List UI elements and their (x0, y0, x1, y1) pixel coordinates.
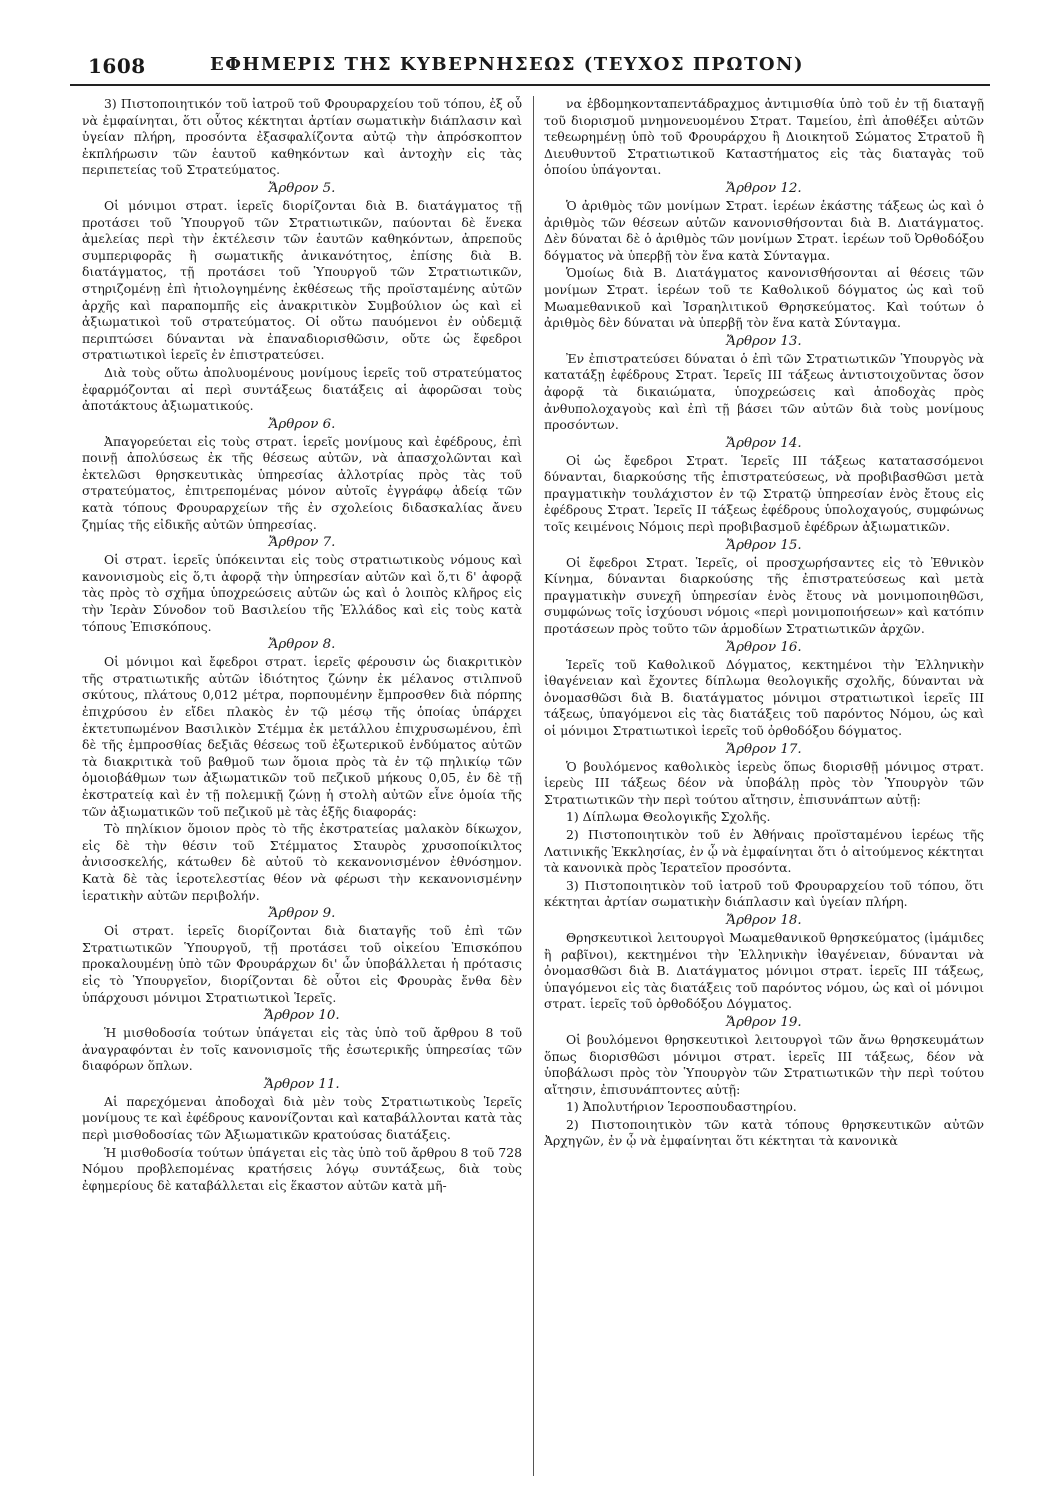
article-heading: Ἄρθρον 7. (268, 535, 336, 551)
paragraph: Τὸ πηλίκιον ὅμοιον πρὸς τὸ τῆς ἐκστρατείας μαλακὸν δίκωχον, εἰς δὲ τὴν θέσιν τοῦ Στέμματος Σταυρὸς χρυσοποίκιλτος ἀνισοσκελής, κάτωθεν δὲ αὐτοῦ τὸ κεκανονισμένον ἐθνόσημον. Κατὰ δὲ τὰς ἱεροτελεστίας θέον νὰ φέρωσι τὴν κεκανονισμένην ἱερατικὴν αὐτῶν περιβολήν. (82, 821, 522, 903)
paragraph: Θρησκευτικοὶ λειτουργοὶ Μωαμεθανικοῦ θρησκεύματος (ἰμάμιδες ἢ ραβῖνοι), κεκτημένοι τὴν Ἑλληνικὴν ἰθαγένειαν, δύνανται νὰ ὀνομασθῶσι διὰ Β. Διατάγματος μόνιμοι στρατ. ἱερεῖς ΙΙΙ τάξεως, ὑπαγόμενοι εἰς τὰς διατάξεις τοῦ παρόντος νόμου, ὡς καὶ οἱ μόνιμοι στρατ. ἱερεῖς τοῦ ὀρθοδόξου Δόγματος. (544, 929, 984, 1012)
paragraph: Ἐν ἐπιστρατεύσει δύναται ὁ ἐπὶ τῶν Στρατιωτικῶν Ὑπουργὸς νὰ κατατάξῃ ἐφέδρους Στρατ. Ἱερεῖς ΙΙΙ τάξεως ἀντιστοιχοῦντας ὅσον ἀφορᾷ τὰ δικαιώματα, ὑποχρεώσεις καὶ ἀποδοχὰς πρὸς ἀνθυπολοχαγοὺς καὶ ἐπὶ τῇ βάσει τῶν αὐτῶν διὰ τοὺς μονίμους προσόντων. (544, 350, 984, 433)
paragraph: Οἱ μόνιμοι στρατ. ἱερεῖς διορίζονται διὰ Β. διατάγματος τῇ προτάσει τοῦ Ὑπουργοῦ τῶν Στρατιωτικῶν, παύονται δὲ ἕνεκα ἀμελείας περὶ τὴν ἐκτέλεσιν τῶν ἑαυτῶν καθηκόντων, ἀπρεποῦς συμπεριφορᾶς ἢ σωματικῆς ἀνικανότητος, ἐπίσης διὰ Β. διατάγματος, τῇ προτάσει τοῦ Ὑπουργοῦ τῶν Στρατιωτικῶν, στηριζομένῃ ἐπὶ ἠτιολογημένης ἐκθέσεως τῆς προϊσταμένης αὐτῶν ἀρχῆς καὶ παραπομπῆς εἰς ἀνακριτικὸν Συμβούλιον ὡς καὶ εἰ ἀξιωματικοὶ τοῦ στρατεύματος. Οἱ οὕτω παυόμενοι ἐν οὐδεμιᾷ περιπτώσει δύνανται νὰ ἐπαναδιορισθῶσιν, οὔτε ὡς ἔφεδροι στρατιωτικοὶ ἱερεῖς ἐν ἐπιστρατεύσει. (82, 197, 522, 363)
paragraph: Οἱ ἔφεδροι Στρατ. Ἱερεῖς, οἱ προσχωρήσαντες εἰς τὸ Ἐθνικὸν Κίνημα, δύνανται διαρκούσης τῆς ἐπιστρατεύσεως καὶ μετὰ πραγματικὴν συνεχῆ ὑπηρεσίαν ἑνὸς ἔτους νὰ μονιμοποιηθῶσι, συμφώνως τοῖς ἰσχύουσι νόμοις «περὶ μονιμοποιήσεων» καὶ κατόπιν προτάσεων πρὸς τοῦτο τῶν ἁρμοδίων Στρατιωτικῶν ἀρχῶν. (544, 554, 984, 637)
article-heading: Ἄρθρον 5. (268, 180, 336, 196)
article-heading: Ἄρθρον 6. (268, 416, 336, 432)
paragraph: Ἱερεῖς τοῦ Καθολικοῦ Δόγματος, κεκτημένοι τὴν Ἑλληνικὴν ἰθαγένειαν καὶ ἔχοντες δίπλωμα θεολογικῆς σχολῆς, δύνανται νὰ ὀνομασθῶσι διὰ Β. διατάγματος μόνιμοι στρατιωτικοὶ ἱερεῖς ΙΙΙ τάξεως, ὑπαγόμενοι εἰς τὰς διατάξεις τοῦ παρόντος Νόμου, ὡς καὶ οἱ μόνιμοι Στρατιωτικοὶ ἱερεῖς τοῦ ὀρθοδόξου δόγματος. (544, 656, 984, 738)
paragraph: να ἑβδομηκονταπεντάδραχμος ἀντιμισθία ὑπὸ τοῦ ἐν τῇ διαταγῇ τοῦ διορισμοῦ μνημονευομένου Στρατ. Ταμείου, ἐπὶ ἀποθέξει αὐτῶν τεθεωρημένῃ ὑπὸ τοῦ Φρουράρχου ἢ Διοικητοῦ Σώματος Στρατοῦ ἢ Διευθυντοῦ Στρατιωτικοῦ Καταστήματος εἰς τὰς διαταγὰς τοῦ ὁποίου ὑπάγονται. (544, 96, 984, 178)
paragraph: Οἱ βουλόμενοι θρησκευτικοὶ λειτουργοὶ τῶν ἄνω θρησκευμάτων ὅπως διορισθῶσι μόνιμοι στρατ. ἱερεῖς ΙΙΙ τάξεως, δέον νὰ ὑποβάλωσι πρὸς τὸν Ὑπουργὸν τῶν Στρατιωτικῶν τὴν περὶ τούτου αἴτησιν, ἐπισυνάπτοντες αὐτῇ: (544, 1031, 984, 1097)
article-heading: Ἄρθρον 18. (726, 912, 802, 928)
paragraph: 1) Ἀπολυτήριον Ἱεροσπουδαστηρίου. (566, 1099, 797, 1115)
article-heading: Ἄρθρον 16. (726, 639, 802, 655)
paragraph: Οἱ μόνιμοι καὶ ἔφεδροι στρατ. ἱερεῖς φέρουσιν ὡς διακριτικὸν τῆς στρατιωτικῆς αὐτῶν ἰδιότητος ζώνην ἐκ μέλανος στιλπνοῦ σκύτους, πλάτους 0,012 μέτρα, πορπουμένην ἔμπροσθεν διὰ πόρπης ἐπιχρύσου ἐν εἴδει πλακὸς ἐν τῷ μέσῳ τῆς ὁποίας ὑπάρχει ἐκτετυπωμένον Βασιλικὸν Στέμμα ἐκ μετάλλου ἐπιχρυσωμένου, ἐπὶ δὲ τῆς ἐμπροσθίας δεξιᾶς θέσεως τοῦ ἐξωτερικοῦ ἐνδύματος αὐτῶν τὰ διακριτικὰ τοῦ βαθμοῦ των ὅμοια πρὸς τὰ ἐν τῷ πηλικίῳ τῶν ὁμοιοβάθμων των ἀξιωματικῶν τοῦ πεζικοῦ μήκους 0,05, ἐν δὲ τῇ ἐκστρατείᾳ καὶ ἐν τῇ πολεμικῇ ζώνῃ ἡ στολὴ αὐτῶν εἶνε ὁμοία τῆς τῶν ἀξιωματικῶν τοῦ πεζικοῦ μὲ τὰς ἑξῆς διαφοράς: (82, 654, 522, 819)
article-heading: Ἄρθρον 11. (264, 1076, 340, 1092)
article-heading: Ἄρθρον 13. (726, 333, 802, 349)
paragraph: Ἀπαγορεύεται εἰς τοὺς στρατ. ἱερεῖς μονίμους καὶ ἐφέδρους, ἐπὶ ποινῇ ἀπολύσεως ἐκ τῆς θέσεως αὐτῶν, νὰ ἀπασχολῶνται καὶ ἐκτελῶσι θρησκευτικὰς ὑπηρεσίας ἀλλοτρίας πρὸς τὰς τοῦ στρατεύματος, ἐπιτρεπομένας μόνον αὐτοῖς ἐγγράφῳ ἀδείᾳ τῶν κατὰ τόπους Φρουραρχείων τῆς ἐν σχολείοις διδασκαλίας ἄνευ ζημίας τῆς εἰδικῆς αὐτῶν ὑπηρεσίας. (82, 433, 522, 532)
article-heading: Ἄρθρον 10. (264, 1008, 340, 1024)
paragraph: Ἡ μισθοδοσία τούτων ὑπάγεται εἰς τὰς ὑπὸ τοῦ ἄρθρου 8 τοῦ 728 Νόμου προβλεπομένας κρατήσεις λόγῳ συντάξεως, διὰ τοὺς ἐφημερίους δὲ καταβάλλεται εἰς ἕκαστον αὐτῶν κατὰ μῆ- (82, 1144, 522, 1193)
paragraph: 3) Πιστοποιητικόν τοῦ ἰατροῦ τοῦ Φρουραρχείου τοῦ τόπου, ἐξ οὗ νὰ ἐμφαίνηται, ὅτι οὗτος κέκτηται ἀρτίαν σωματικὴν διάπλασιν καὶ ὑγείαν πλήρη, προσόντα ἐξασφαλίζοντα αὐτῷ τὴν ἀπρόσκοπτον ἐκπλήρωσιν τῶν ἑαυτοῦ καθηκόντων καὶ ἀντοχὴν εἰς τὰς περιπετείας τοῦ Στρατεύματος. (82, 96, 522, 178)
paragraph: Ὁ ἀριθμὸς τῶν μονίμων Στρατ. ἱερέων ἑκάστης τάξεως ὡς καὶ ὁ ἀριθμὸς τῶν θέσεων αὐτῶν κανονισθήσονται διὰ Β. Διατάγματος. Δὲν δύναται δὲ ὁ ἀριθμὸς τῶν μονίμων Στρατ. ἱερέων τοῦ Ὀρθοδόξου δόγματος νὰ ὑπερβῇ τὸν ἕνα κατὰ Σύνταγμα. (544, 197, 984, 263)
text-columns (82, 96, 987, 1476)
left-column (82, 96, 522, 1476)
page-header (70, 44, 990, 86)
paragraph: Ἡ μισθοδοσία τούτων ὑπάγεται εἰς τὰς ὑπὸ τοῦ ἄρθρου 8 τοῦ ἀναγραφόνται ἐν τοῖς κανονισμοῖς τῆς ἐσωτερικῆς ὑπηρεσίας τῶν διαφόρων ὅπλων. (82, 1025, 522, 1074)
article-heading: Ἄρθρον 14. (726, 435, 802, 451)
paragraph: Ὁ βουλόμενος καθολικὸς ἱερεὺς ὅπως διορισθῇ μόνιμος στρατ. ἱερεὺς ΙΙΙ τάξεως δέον νὰ ὑποβάλῃ πρὸς τὸν Ὑπουργὸν τῶν Στρατιωτικῶν τὴν περὶ τούτου αἴτησιν, ἐπισυνάπτων αὐτῇ: (544, 758, 984, 807)
paragraph: Οἱ ὡς ἔφεδροι Στρατ. Ἱερεῖς ΙΙΙ τάξεως κατατασσόμενοι δύνανται, διαρκούσης τῆς ἐπιστρατεύσεως, νὰ προβιβασθῶσι μετὰ πραγματικὴν τουλάχιστον ἐν τῷ Στρατῷ ὑπηρεσίαν ἑνὸς ἔτους εἰς ἐφέδρους Στρατ. Ἱερεῖς ΙΙ τάξεως ἐφέδρους ὑπολοχαγούς, συμφώνως τοῖς κειμένοις Νόμοις περὶ προβιβασμοῦ ἐφέδρων ἀξιωματικῶν. (544, 452, 984, 535)
article-heading: Ἄρθρον 17. (726, 741, 802, 757)
right-column (544, 96, 984, 1476)
paragraph: 2) Πιστοποιητικὸν τοῦ ἐν Ἀθήναις προϊσταμένου ἱερέως τῆς Λατινικῆς Ἐκκλησίας, ἐν ᾧ νὰ ἐμφαίνηται ὅτι ὁ αἰτούμενος κέκτηται τὰ κανονικὰ πρὸς Ἱερατεῖον προσόντα. (544, 826, 984, 876)
paragraph: Ὁμοίως διὰ Β. Διατάγματος κανονισθήσονται αἱ θέσεις τῶν μονίμων Στρατ. ἱερέων τοῦ τε Καθολικοῦ δόγματος ὡς καὶ τοῦ Μωαμεθανικοῦ καὶ Ἰσραηλιτικοῦ Θρησκεύματος. Καὶ τούτων ὁ ἀριθμὸς δὲν δύναται νὰ ὑπερβῇ τὸν ἕνα κατὰ Σύνταγμα. (544, 265, 984, 331)
paragraph: Διὰ τοὺς οὕτω ἀπολυομένους μονίμους ἱερεῖς τοῦ στρατεύματος ἐφαρμόζονται αἱ περὶ συντάξεως διατάξεις αἱ ἀφορῶσαι τοὺς ἀποτάκτους ἀξιωματικούς. (82, 364, 522, 414)
paragraph: 3) Πιστοποιητικὸν τοῦ ἰατροῦ τοῦ Φρουραρχείου τοῦ τόπου, ὅτι κέκτηται ἀρτίαν σωματικὴν διάπλασιν καὶ ὑγείαν πλήρη. (544, 877, 984, 910)
article-heading: Ἄρθρον 9. (268, 906, 336, 922)
paragraph: 1) Δίπλωμα Θεολογικῆς Σχολῆς. (566, 809, 771, 825)
article-heading: Ἄρθρον 15. (726, 537, 802, 553)
article-heading: Ἄρθρον 8. (268, 637, 336, 653)
paragraph: 2) Πιστοποιητικὸν τῶν κατὰ τόπους θρησκευτικῶν αὐτῶν Ἀρχηγῶν, ἐν ᾧ νὰ ἐμφαίνηται ὅτι κέκτηται τὰ κανονικὰ (544, 1116, 984, 1149)
article-heading: Ἄρθρον 12. (726, 180, 802, 196)
column-divider (533, 96, 534, 1476)
paragraph: Αἱ παρεχόμεναι ἀποδοχαὶ διὰ μὲν τοὺς Στρατιωτικοὺς Ἱερεῖς μονίμους τε καὶ ἐφέδρους κανονίζονται καὶ καταβάλλονται κατὰ τὰς περὶ μισθοδοσίας τῶν Ἀξιωματικῶν κρατούσας διατάξεις. (82, 1093, 522, 1143)
paragraph: Οἱ στρατ. ἱερεῖς ὑπόκεινται εἰς τοὺς στρατιωτικοὺς νόμους καὶ κανονισμοὺς εἰς ὅ,τι ἀφορᾷ τὴν ὑπηρεσίαν αὐτῶν καὶ ὅ,τι δ' ἀφορᾷ τὰς πρὸς τὸ σχῆμα ὑποχρεώσεις αὐτῶν ὡς καὶ ὁ λοιπὸς κλῆρος εἰς τὴν Ἱερὰν Σύνοδον τοῦ Βασιλείου τῆς Ἑλλάδος καὶ εἰς τοὺς κατὰ τόπους Ἐπισκόπους. (82, 552, 522, 634)
gazette-title: ΕΦΗΜΕΡΙΣ ΤΗΣ ΚΥΒΕΡΝΗΣΕΩΣ (ΤΕΥΧΟΣ ΠΡΩΤΟΝ) (210, 54, 804, 75)
paragraph: Οἱ στρατ. ἱερεῖς διορίζονται διὰ διαταγῆς τοῦ ἐπὶ τῶν Στρατιωτικῶν Ὑπουργοῦ, τῇ προτάσει τοῦ οἰκείου Ἐπισκόπου προκαλουμένῃ ὑπὸ τῶν Φρουράρχων δι' ὧν ὑποβάλλεται ἡ πρότασις εἰς τὸ Ὑπουργεῖον, διορίζονται δὲ οὗτοι εἰς Φρουρὰς ἔνθα δὲν ὑπάρχουσι μόνιμοι Στρατιωτικοὶ Ἱερεῖς. (82, 923, 522, 1005)
page-number: 1608 (88, 54, 146, 78)
article-heading: Ἄρθρον 19. (726, 1014, 802, 1030)
